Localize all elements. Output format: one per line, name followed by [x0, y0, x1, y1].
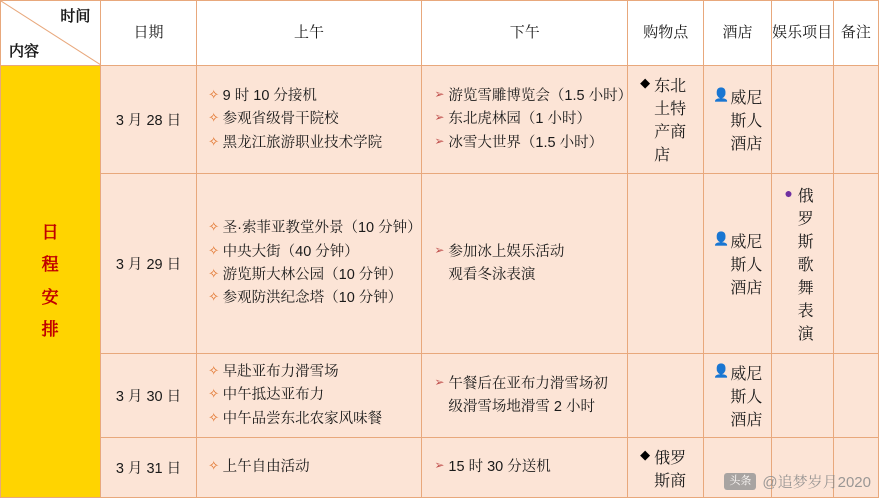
table-row [1, 354, 879, 438]
arrow-right-icon: ➢ [434, 110, 445, 125]
row-afternoon [422, 173, 628, 353]
diamond-solid-icon: ◆ [640, 446, 651, 462]
list-item: ✧ 中午品尝东北农家风味餐 [205, 408, 416, 430]
list-item: 👤 威尼斯人酒店 [713, 230, 763, 297]
header-afternoon: 下午 [422, 1, 628, 66]
row-morning [196, 173, 422, 353]
header-corner-cell [1, 1, 101, 66]
diamond-open-icon: ✧ [208, 133, 220, 149]
arrow-right-icon: ➢ [434, 375, 445, 390]
row-note [833, 173, 878, 353]
row-hotel [704, 66, 771, 174]
dot-icon: ● [784, 184, 793, 201]
person-icon: 👤 [713, 230, 730, 246]
person-icon: 👤 [713, 363, 730, 379]
list-item: ✧ 上午自由活动 [205, 456, 416, 478]
list-item: ✧ 早赴亚布力滑雪场 [205, 361, 416, 383]
diamond-open-icon: ✧ [208, 458, 220, 474]
row-morning [196, 438, 422, 498]
arrow-right-icon: ➢ [434, 133, 445, 148]
row-morning [196, 354, 422, 438]
diamond-open-icon: ✧ [208, 219, 220, 235]
row-date: 3 月 29 日 [101, 173, 196, 353]
header-date: 日期 [101, 1, 196, 66]
list-item: ✧ 9 时 10 分接机 [205, 85, 416, 107]
arrow-right-icon: ➢ [434, 458, 445, 473]
diamond-open-icon: ✧ [208, 110, 220, 126]
list-item: ➢ 东北虎林园（1 小时） [430, 108, 621, 130]
watermark-badge: 头条 [724, 473, 756, 490]
row-afternoon [422, 354, 628, 438]
header-corner-content-label: 内容 [9, 43, 40, 60]
header-entertainment: 娱乐项目 [771, 1, 833, 66]
row-hotel [704, 173, 771, 353]
list-item: ➢ 午餐后在亚布力滑雪场初级滑雪场地滑雪 2 小时 [430, 373, 621, 418]
list-item: ➢ 游览雪雕博览会（1.5 小时） [430, 85, 621, 107]
schedule-title-cell [1, 66, 101, 498]
row-shopping [628, 438, 704, 498]
row-date: 3 月 30 日 [101, 354, 196, 438]
list-item: ✧ 圣·索菲亚教堂外景（10 分钟） [205, 217, 416, 239]
row-hotel [704, 354, 771, 438]
list-item: ✧ 中央大街（40 分钟） [205, 241, 416, 263]
row-hotel [704, 438, 771, 498]
header-corner-time-label: 时间 [60, 8, 91, 25]
table-header-row [1, 1, 879, 66]
list-item: ✧ 黑龙江旅游职业技术学院 [205, 132, 416, 154]
table-row [1, 66, 879, 174]
header-morning: 上午 [196, 1, 422, 66]
list-item: ◆ 俄罗斯商 [636, 445, 697, 491]
list-item: ➢ 冰雪大世界（1.5 小时） [430, 132, 621, 154]
arrow-right-icon: ➢ [434, 242, 445, 257]
row-note [833, 354, 878, 438]
diamond-open-icon: ✧ [208, 409, 220, 425]
table-row [1, 173, 879, 353]
list-item: ✧ 游览斯大林公园（10 分钟） [205, 264, 416, 286]
table-row [1, 438, 879, 498]
list-item: ➢ 15 时 30 分送机 [430, 456, 621, 478]
row-note [833, 66, 878, 174]
list-item: 观看冬泳表演 [448, 266, 536, 283]
row-shopping [628, 354, 704, 438]
row-entertainment [771, 354, 833, 438]
diamond-open-icon: ✧ [208, 265, 220, 281]
header-note: 备注 [833, 1, 878, 66]
watermark-text: @追梦岁月2020 [762, 474, 871, 491]
row-entertainment [771, 173, 833, 353]
header-hotel: 酒店 [704, 1, 771, 66]
row-date: 3 月 28 日 [101, 66, 196, 174]
diamond-solid-icon: ◆ [640, 75, 651, 91]
diamond-open-icon: ✧ [208, 362, 220, 378]
row-entertainment [771, 66, 833, 174]
row-date: 3 月 31 日 [101, 438, 196, 498]
list-item: 👤 威尼斯人酒店 [713, 86, 763, 153]
row-shopping [628, 173, 704, 353]
arrow-right-icon: ➢ [434, 86, 445, 101]
diamond-open-icon: ✧ [208, 242, 220, 258]
row-afternoon [422, 438, 628, 498]
person-icon: 👤 [713, 86, 730, 102]
header-shopping: 购物点 [628, 1, 704, 66]
list-item: ◆ 东北土特产商店 [636, 73, 697, 165]
list-item: 👤 威尼斯人酒店 [713, 363, 763, 430]
list-item: ✧ 中午抵达亚布力 [205, 384, 416, 406]
diamond-open-icon: ✧ [208, 289, 220, 305]
list-item: ✧ 参观省级骨干院校 [205, 108, 416, 130]
schedule-title-text: 日 程 安 排 [41, 222, 60, 339]
list-item: ✧ 参观防洪纪念塔（10 分钟） [205, 287, 416, 309]
row-note [833, 438, 878, 498]
diamond-open-icon: ✧ [208, 386, 220, 402]
row-entertainment [771, 438, 833, 498]
diamond-open-icon: ✧ [208, 86, 220, 102]
row-shopping [628, 66, 704, 174]
row-morning [196, 66, 422, 174]
row-afternoon [422, 66, 633, 174]
list-item: ➢ 参加冰上娱乐活动 [430, 241, 621, 263]
list-item: ● 俄罗斯歌舞表演 [780, 183, 827, 344]
